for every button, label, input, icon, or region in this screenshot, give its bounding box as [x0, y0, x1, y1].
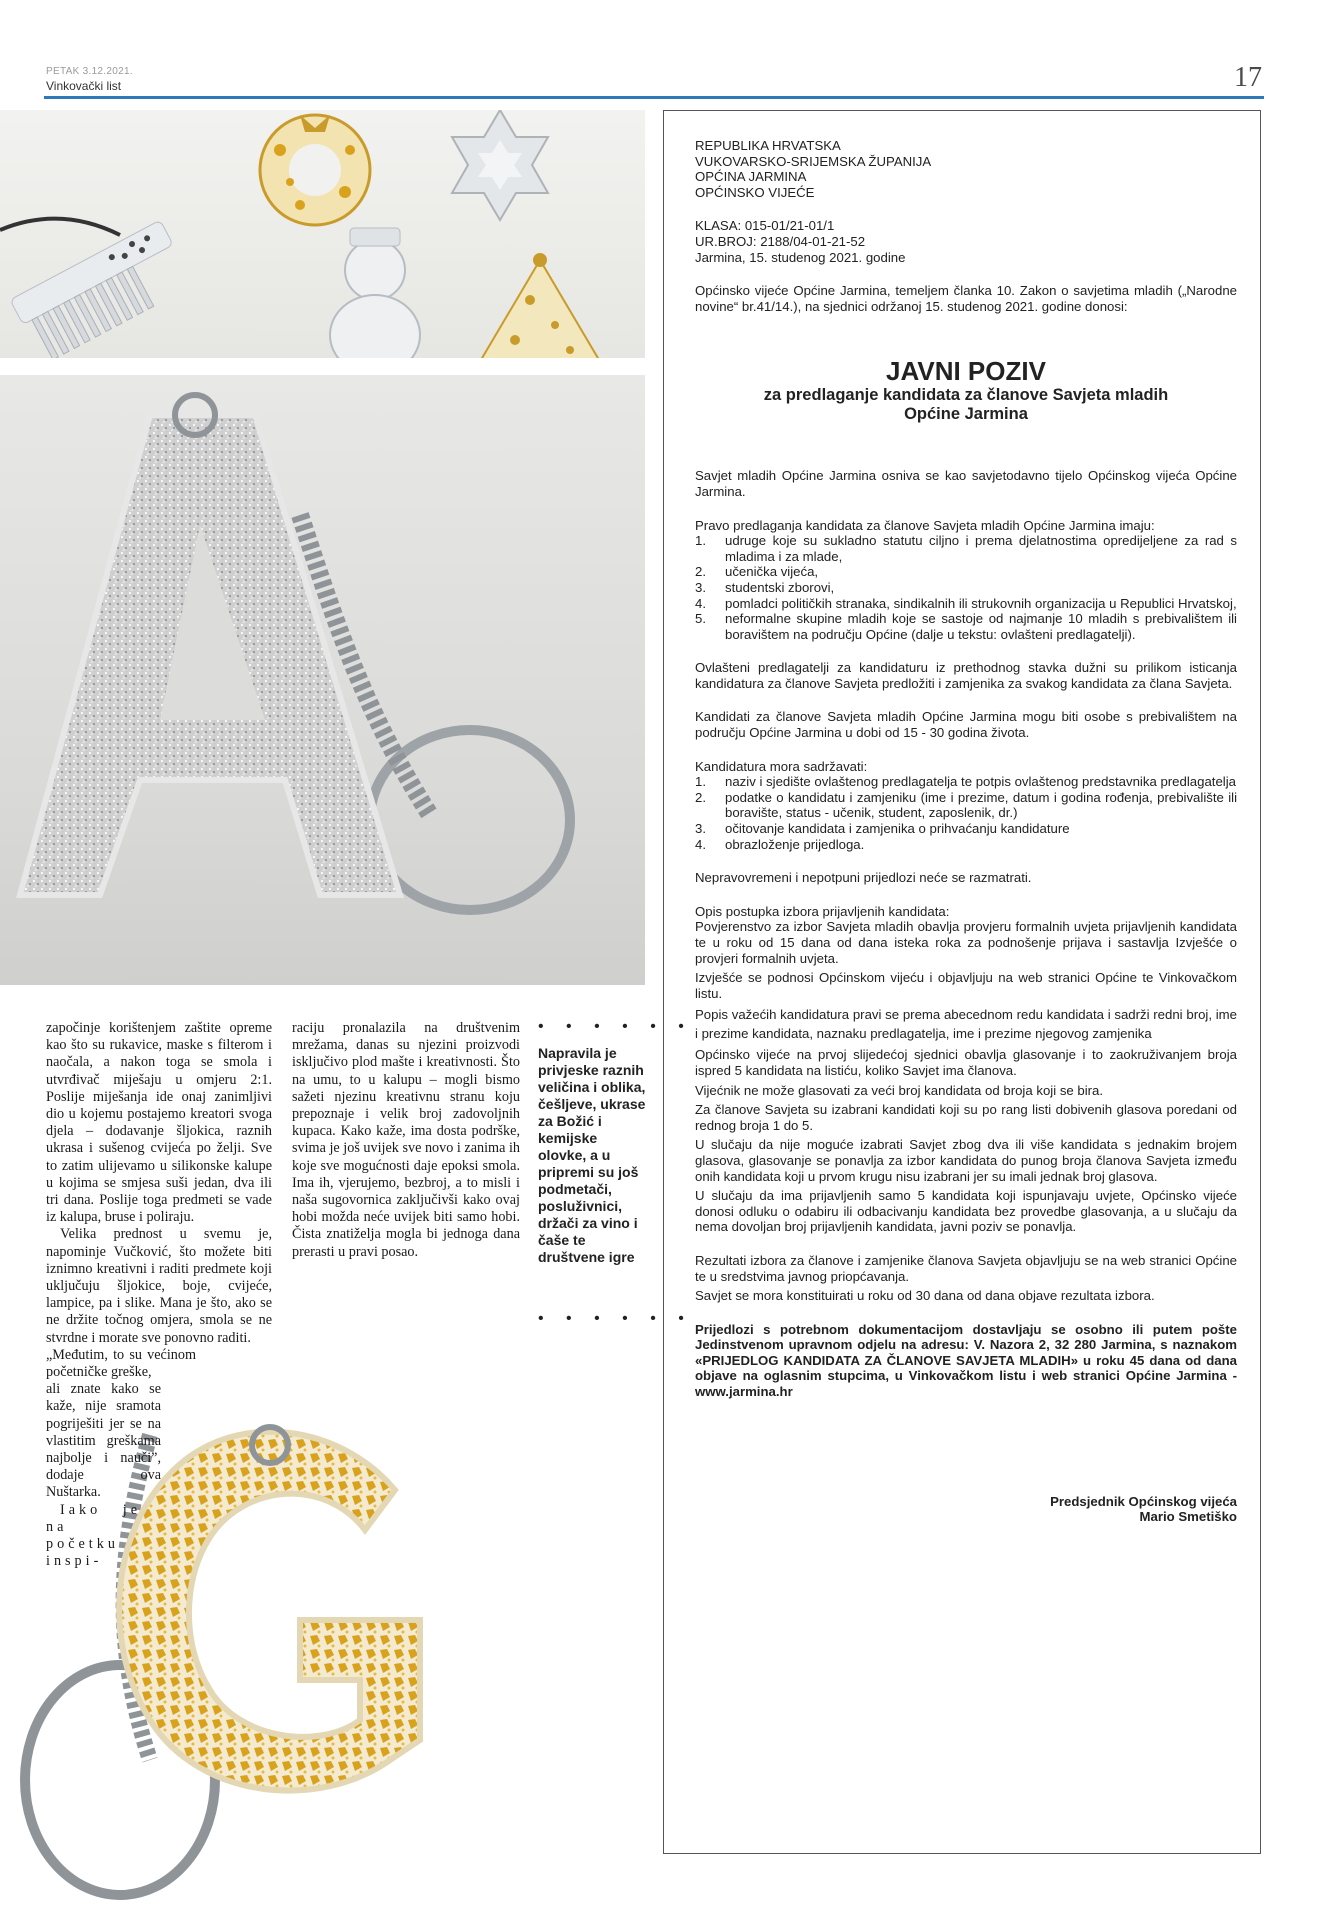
list-item: 3. studentski zborovi, — [695, 579, 835, 595]
notice-title: JAVNI POZIV — [886, 356, 1046, 387]
notice-header — [695, 138, 1237, 200]
notice-paragraph: Kandidatura mora sadržavati: — [695, 758, 868, 774]
resin-star — [452, 110, 548, 220]
results-section — [695, 1253, 1237, 1304]
notice-paragraph: Ovlašteni predlagatelji za kandidaturu iz prethodnog stavka dužni su prilikom isticanja kandidatura za članove Savjeta predložiti i zamjenika za svakog kandidata za člana Savjeta. — [695, 660, 1237, 691]
resin-snowman — [330, 228, 420, 358]
list-item: 3. očitovanje kandidata i zamjenika o prihvaćanju kandidature — [695, 821, 1070, 837]
article-paragraph: Velika prednost u svemu je, napominje Vučković, što možete biti iznimno kreativni i raditi predmete koji uključuju šljokice, boje, cvijeće, lampice, pa i slike. Mana je što, ako se ne držite točnog omjera, smola se ne stvrdne i morate sve ponovno raditi. — [46, 1226, 272, 1346]
signature-block — [695, 1494, 1237, 1525]
article-paragraph: započinje korištenjem zaštite opreme kao što su rukavice, maske s filterom i naočala, a nakon toga se smola i utvrđivač miješaju u omjeru 2:1. Poslije miješanja ide onaj zanimljivi dio u kojemu postajemo kreatori svoga djela – dodavanje šljokica, raznih ukrasa i sušenog cvijeća po želji. Sve to zatim ulijevamo u silikonske kalupe u kojima se smjesa suši jedan, dva ili tri dana. Poslije toga predmeti se vade iz kalupa, bruse i poliraju. — [46, 1020, 272, 1226]
page-number: 17 — [1234, 62, 1262, 93]
signature-title: Predsjednik Općinskog vijeća — [1050, 1493, 1237, 1509]
selection-procedure — [695, 904, 1237, 1235]
notice-paragraph: Savjet mladih Općine Jarmina osniva se kao savjetodavno tijelo Općinskog vijeća Općine Jarmina. — [695, 468, 1237, 499]
results-line: Rezultati izbora za članove i zamjenike članova Savjeta objavljuju se na web stranici Općine te u sredstvima javnog priopćavanja. — [695, 1252, 1237, 1284]
notice-header-line: OPĆINA JARMINA — [695, 169, 807, 185]
article-column-2 — [292, 1020, 520, 1261]
photo-resin-ornaments — [0, 110, 645, 358]
procedure-line: Općinsko vijeće na prvoj slijedećoj sjednici obavlja glasovanje i to zaokruživanjem broja ispred 5 kandidata na listiću, koliko Savjet ima članova. — [695, 1047, 1237, 1078]
signature-name: Mario Smetiško — [1139, 1509, 1237, 1525]
notice-header-line: OPĆINSKO VIJEĆE — [695, 184, 815, 200]
notice-ref-line: UR.BROJ: 2188/04-01-21-52 — [695, 233, 866, 249]
resin-tree — [475, 253, 605, 358]
procedure-line: Popis važećih kandidatura pravi se prema abecednom redu kandidata i sadrži redni broj, ime i prezime kandidata, naznaku predlagatelja, ime i prezime njegovog zamjenika — [695, 1007, 1237, 1042]
letter-a — [20, 415, 400, 895]
procedure-line: Izvješće se podnosi Općinskom vijeću i objavljuju na web stranici Općine te Vinkovačkom listu. — [695, 970, 1237, 1001]
list-item: 5. neformalne skupine mladih koje se sastoje od najmanje 10 mladih s prebivalištem ili boravištem na području Općine (dalje u tekstu: ovlašteni predlagatelji). — [695, 611, 1237, 642]
public-notice — [695, 138, 1237, 1525]
procedure-line: Opis postupka izbora prijavljenih kandidata: — [695, 903, 950, 919]
notice-paragraph: Kandidati za članove Savjeta mladih Općine Jarmina mogu biti osobe s prebivalištem na području Općine Jarmina u dobi od 15 - 30 godina života. — [695, 709, 1237, 741]
procedure-line: Povjerenstvo za izbor Savjeta mladih obavlja provjeru formalnih uvjeta prijavljenih kandidata te u roku od 15 dana od dana isteka roka za podnošenje prijava i sastavlja Izvješće o provjeri formalnih uvjeta. — [695, 919, 1237, 966]
notice-subtitle: Općine Jarmina — [904, 405, 1028, 424]
eligible-proposers-list — [695, 533, 1237, 642]
notice-ref-line: KLASA: 015-01/21-01/1 — [695, 218, 835, 234]
list-item: 4. obrazloženje prijedloga. — [695, 836, 865, 852]
list-item: 2. podatke o kandidatu i zamjeniku (ime i prezime, datum i godina rođenja, prebivalište ili boravište, status - učenik, student, zaposlenik, dr.) — [695, 789, 1237, 821]
notice-header-line: REPUBLIKA HRVATSKA — [695, 138, 841, 153]
newspaper-name: Vinkovački list — [46, 79, 122, 93]
resin-wreath — [260, 115, 370, 225]
submission-instructions: Prijedlozi s potrebnom dokumentacijom dostavljaju se osobno ili putem pošte Jedinstvenom upravnom odjelu na adresu: V. Nazora 2, 32 280 Jarmina, s naznakom «PRIJEDLOG KANDIDATA ZA ČLANOVE SAVJETA MLADIH» u roku 45 dana od dana objave na oglasnim stupcima, u Vinkovačkom listu i web stranici Općine Jarmina - www.jarmina.hr — [695, 1321, 1237, 1400]
article-paragraph: raciju pronalazila na društvenim mrežama, danas su njezini proizvodi isključivo plod mašte i kreativnosti. Što na umu, to u kalupu – mogli bismo sažeti njezinu kreativnu stranu koju prepoznaje i velik broj zadovoljnih kupaca. Kako kaže, ima dosta podrške, svima je još uvijek sve novo i zanima ih koje sve mogućnosti daje epoksi smola. Ima ih, vjerujemo, bezbroj, a to misli i naša sugovornica zaključivši kako ovaj hobi možda neće uvijek biti samo hobi. Čista znatiželja mogla bi jednoga dana prerasti u pravi posao. — [292, 1020, 520, 1260]
procedure-line: Za članove Savjeta su izabrani kandidati koji su po rang listi dobivenih glasova poredani od rednog broja 1 do 5. — [695, 1102, 1237, 1133]
list-item: 4. pomladci političkih stranaka, sindikalnih ili strukovnih organizacija u Republici Hrvatskoj, — [695, 595, 1237, 611]
header-rule — [44, 96, 1264, 99]
notice-paragraph: Nepravovremeni i nepotpuni prijedlozi neće se razmatrati. — [695, 870, 1032, 886]
candidacy-content-list — [695, 774, 1237, 852]
procedure-line: U slučaju da nije moguće izabrati Savjet zbog dva ili više kandidata s jednakim brojem glasova, glasovanje se ponavlja za izbor kandidata do punog broja članova Savjeta između onih kandidata koji u prvom krugu nisu izabrani jer su imali jednak broj glasova. — [695, 1137, 1237, 1184]
notice-paragraph: Pravo predlaganja kandidata za članove Savjeta mladih Općine Jarmina imaju: — [695, 517, 1155, 533]
notice-subtitle: za predlaganje kandidata za članove Savjeta mladih — [763, 386, 1169, 405]
article-paragraph: ali znate kako se kaže, nije sramota pogriješiti jer se na vlastitim greškama najbolje i nauči”, dodaje ova Nuštarka. — [46, 1381, 161, 1501]
list-item: 1. udruge koje su sukladno statutu ciljno i prema djelatnostima opredijeljene za rad s mladima i za mlade, — [695, 533, 1237, 564]
notice-intro: Općinsko vijeće Općine Jarmina, temeljem članka 10. Zakon o savjetima mladih („Narodne novine“ br.41/14.), na sjednici održanoj 15. studenog 2021. godine donosi: — [695, 283, 1237, 314]
sidebar-pullquote: Napravila je privjeske raznih veličina i oblika, češljeve, ukrase za Božić i kemijske olovke, a u pripremi su još podmetači, posluživnici, držači za vino i čaše te društvene igre — [538, 1045, 646, 1265]
list-item: 2. učenička vijeća, — [695, 564, 819, 580]
notice-reference — [695, 218, 1237, 265]
procedure-line: Vijećnik ne može glasovati za veći broj kandidata od broja koji se bira. — [695, 1082, 1104, 1098]
notice-ref-line: Jarmina, 15. studenog 2021. godine — [695, 249, 906, 265]
article-paragraph: „Međutim, to su većinom početničke greške, — [46, 1346, 196, 1381]
sidebar-dots-bottom: • • • • • • — [538, 1310, 693, 1327]
procedure-line: U slučaju da ima prijavljenih samo 5 kandidata koji ispunjavaju uvjete, Općinsko vijeće donosi odluku o odabiru ili odbacivanju kandidata bez provedbe glasovanja, a u slučaju da nema dovoljan broj prijavljenih kandidata, javni poziv se ponavlja. — [695, 1188, 1237, 1235]
resin-comb — [10, 220, 194, 358]
issue-date: PETAK 3.12.2021. — [46, 66, 133, 77]
sidebar-dots-top: • • • • • • — [538, 1018, 693, 1035]
article-column-1 — [46, 1020, 272, 1571]
notice-header-line: VUKOVARSKO-SRIJEMSKA ŽUPANIJA — [695, 153, 932, 169]
photo-keychain-letter-a — [0, 375, 645, 985]
results-line: Savjet se mora konstituirati u roku od 30 dana od dana objave rezultata izbora. — [695, 1288, 1155, 1304]
article-paragraph: Iako je na početku inspi- — [46, 1501, 141, 1570]
list-item: 1. naziv i sjedište ovlaštenog predlagatelja te potpis ovlaštenog predstavnika predlagatelja — [695, 774, 1236, 790]
